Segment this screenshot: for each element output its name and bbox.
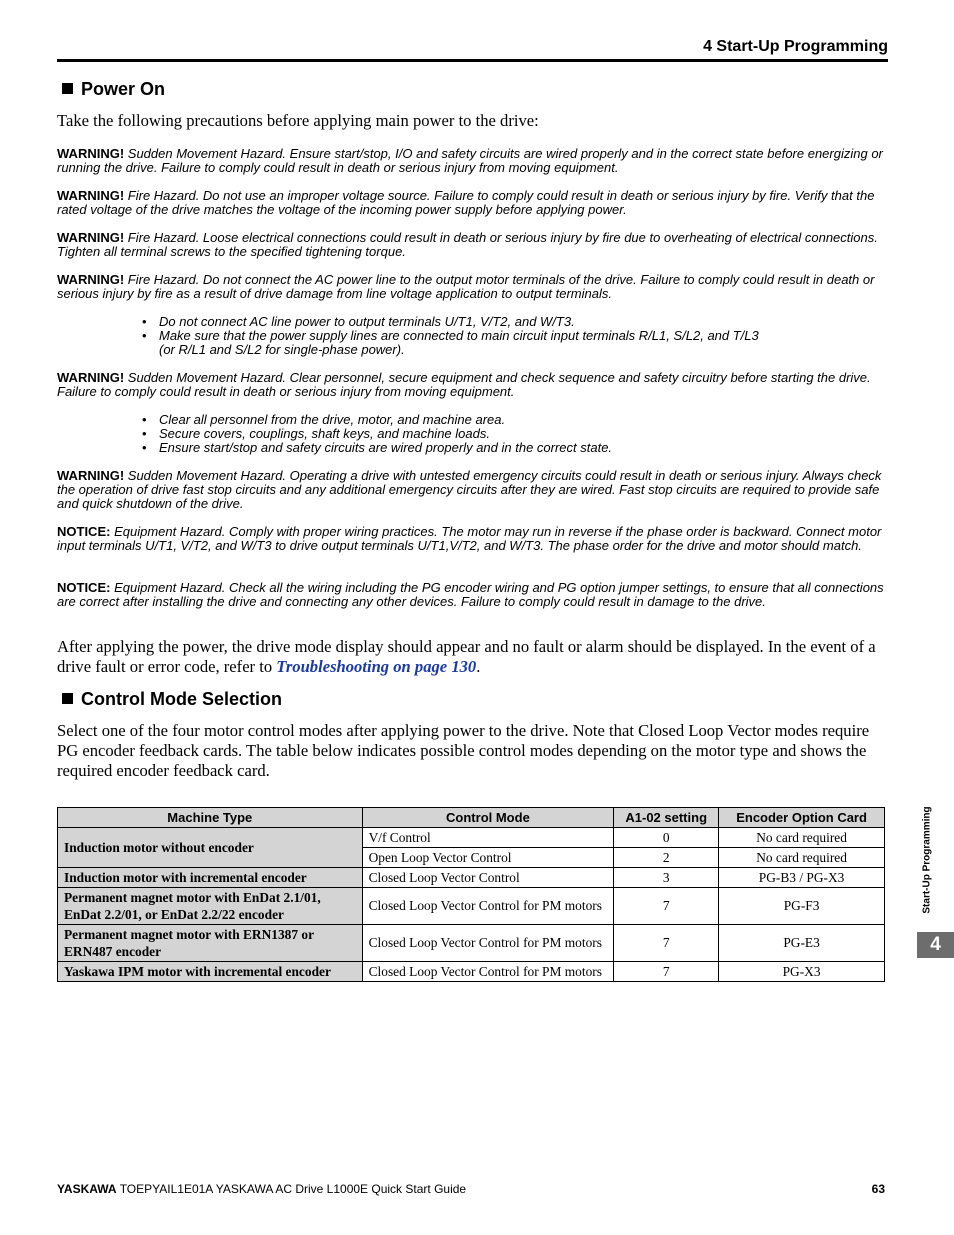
square-bullet-icon bbox=[62, 693, 73, 704]
list-item bbox=[140, 427, 860, 441]
list-item bbox=[140, 413, 860, 427]
machine-type-line: ERN487 encoder bbox=[64, 944, 162, 959]
notice-block bbox=[57, 525, 889, 553]
setting-cell: 0 bbox=[614, 828, 719, 848]
bullet-icon: • bbox=[142, 412, 147, 427]
list-item-text: Secure covers, couplings, shaft keys, and machine loads. bbox=[159, 426, 490, 441]
setting-cell: 7 bbox=[614, 888, 719, 925]
section-heading-power-on bbox=[57, 79, 165, 100]
section-title: Power On bbox=[81, 79, 166, 99]
machine-type-cell bbox=[58, 888, 363, 925]
control-mode-paragraph: Select one of the four motor control modes after applying power to the drive. Note that Closed Loop Vector modes require PG encoder feedback cards. The table below indicates possible control modes depending on the motor type and shows the required encoder feedback card. bbox=[57, 721, 870, 780]
machine-type-line: EnDat 2.2/01, or EnDat 2.2/22 encoder bbox=[64, 907, 284, 922]
footer-brand: YASKAWA bbox=[57, 1182, 117, 1196]
bullet-icon: • bbox=[142, 440, 147, 455]
chapter-tab: 4 bbox=[917, 932, 954, 958]
list-item-text: Ensure start/stop and safety circuits are wired properly and in the correct state. bbox=[159, 440, 613, 455]
table-header-row bbox=[58, 808, 885, 828]
footer-doc-title: TOEPYAIL1E01A YASKAWA AC Drive L1000E Quick Start Guide bbox=[116, 1182, 467, 1196]
bullet-icon: • bbox=[142, 328, 147, 343]
table-row bbox=[58, 962, 885, 982]
column-header-control-mode: Control Mode bbox=[362, 808, 614, 828]
warning-block bbox=[57, 189, 889, 217]
warning-block bbox=[57, 371, 889, 399]
bullet-icon: • bbox=[142, 426, 147, 441]
warning-block bbox=[57, 469, 889, 511]
control-mode-cell: V/f Control bbox=[362, 828, 614, 848]
warning-text: Sudden Movement Hazard. Ensure start/stop, I/O and safety circuits are wired properly and in the correct state before energizing or running the drive. Failure to comply could result in death or serious injury from moving equipment. bbox=[57, 146, 883, 175]
column-header-a1-02-setting: A1-02 setting bbox=[614, 808, 719, 828]
warning-text: Fire Hazard. Loose electrical connections could result in death or serious injury by fire due to overheating of electrical connections. Tighten all terminal screws to the specified tightening torque. bbox=[57, 230, 878, 259]
warning-lead: WARNING! bbox=[57, 468, 125, 483]
list-item bbox=[140, 315, 860, 329]
notice-text: Equipment Hazard. Check all the wiring including the PG encoder wiring and PG option jumper settings, to ensure that all connections are correct after installing the drive and connecting any other devices. Failure to comply could result in damage to the drive. bbox=[57, 580, 884, 609]
control-mode-table bbox=[57, 807, 885, 982]
setting-cell: 7 bbox=[614, 925, 719, 962]
setting-cell: 7 bbox=[614, 962, 719, 982]
precaution-list bbox=[140, 413, 860, 455]
machine-type-cell bbox=[58, 925, 363, 962]
notice-lead: NOTICE: bbox=[57, 580, 111, 595]
notice-text: Equipment Hazard. Comply with proper wiring practices. The motor may run in reverse if the phase order is backward. Connect motor input terminals U/T1, V/T2, and W/T3 to drive output terminals U/T1,V/T2, and W/T3. The phase order for the drive and motor should match. bbox=[57, 524, 882, 553]
control-mode-cell: Closed Loop Vector Control for PM motors bbox=[362, 962, 614, 982]
after-power-text: After applying the power, the drive mode display should appear and no fault or alarm should be displayed. In the event of a drive fault or error code, refer to bbox=[57, 637, 876, 676]
machine-type-cell: Induction motor with incremental encoder bbox=[58, 868, 363, 888]
page-footer bbox=[57, 1182, 885, 1198]
encoder-card-cell: PG-B3 / PG-X3 bbox=[719, 868, 885, 888]
warning-text: Sudden Movement Hazard. Operating a drive with untested emergency circuits could result in death or serious injury. Always check the operation of drive fast stop circuits and any additional emergency circuits after they are wired. Fast stop circuits are required to provide safe and quick shutdown of the drive. bbox=[57, 468, 882, 511]
notice-lead: NOTICE: bbox=[57, 524, 111, 539]
list-item-text: (or R/L1 and S/L2 for single-phase power). bbox=[159, 342, 405, 357]
warning-block bbox=[57, 273, 889, 301]
warning-text: Fire Hazard. Do not use an improper voltage source. Failure to comply could result in death or serious injury by fire. Verify that the rated voltage of the drive matches the voltage of the incoming power supply before applying power. bbox=[57, 188, 875, 217]
machine-type-cell: Induction motor without encoder bbox=[58, 828, 363, 868]
list-item-text: Make sure that the power supply lines are connected to main circuit input terminals R/L1, S/L2, and T/L3 bbox=[159, 328, 759, 343]
warning-text: Fire Hazard. Do not connect the AC power line to the output motor terminals of the drive. Failure to comply could result in death or serious injury by fire as a result of drive damage from line voltage application to output terminals. bbox=[57, 272, 875, 301]
encoder-card-cell: PG-F3 bbox=[719, 888, 885, 925]
setting-cell: 2 bbox=[614, 848, 719, 868]
page-header bbox=[57, 36, 888, 58]
control-mode-cell: Closed Loop Vector Control bbox=[362, 868, 614, 888]
warning-lead: WARNING! bbox=[57, 188, 125, 203]
control-mode-cell: Closed Loop Vector Control for PM motors bbox=[362, 925, 614, 962]
table-row bbox=[58, 828, 885, 848]
column-header-machine-type: Machine Type bbox=[58, 808, 363, 828]
after-power-paragraph bbox=[57, 637, 888, 677]
section-title: Control Mode Selection bbox=[81, 689, 283, 709]
troubleshooting-link[interactable]: Troubleshooting on page 130 bbox=[276, 657, 477, 676]
encoder-card-cell: PG-E3 bbox=[719, 925, 885, 962]
warning-block bbox=[57, 147, 889, 175]
side-tab-label bbox=[920, 798, 934, 922]
list-item-text: Clear all personnel from the drive, motor, and machine area. bbox=[159, 412, 506, 427]
table-row bbox=[58, 925, 885, 962]
header-rule bbox=[57, 59, 888, 62]
warning-lead: WARNING! bbox=[57, 146, 125, 161]
warning-lead: WARNING! bbox=[57, 272, 125, 287]
warning-block bbox=[57, 231, 889, 259]
machine-type-line: Permanent magnet motor with EnDat 2.1/01, bbox=[64, 890, 321, 905]
encoder-card-cell: PG-X3 bbox=[719, 962, 885, 982]
control-mode-cell: Open Loop Vector Control bbox=[362, 848, 614, 868]
power-on-intro: Take the following precautions before applying main power to the drive: bbox=[57, 111, 539, 130]
warning-lead: WARNING! bbox=[57, 370, 125, 385]
square-bullet-icon bbox=[62, 83, 73, 94]
list-item bbox=[140, 329, 860, 343]
notice-block bbox=[57, 581, 889, 609]
encoder-card-cell: No card required bbox=[719, 848, 885, 868]
chapter-heading: 4 Start-Up Programming bbox=[703, 38, 888, 55]
section-heading-control-mode bbox=[57, 689, 282, 710]
machine-type-line: Permanent magnet motor with ERN1387 or bbox=[64, 927, 315, 942]
list-item-continuation bbox=[140, 343, 860, 357]
precaution-list bbox=[140, 315, 860, 357]
column-header-encoder-card: Encoder Option Card bbox=[719, 808, 885, 828]
warning-text: Sudden Movement Hazard. Clear personnel, secure equipment and check sequence and safety circuitry before starting the drive. Failure to comply could result in death or serious injury from moving equipment. bbox=[57, 370, 871, 399]
table-row bbox=[58, 888, 885, 925]
warning-lead: WARNING! bbox=[57, 230, 125, 245]
after-power-end: . bbox=[476, 657, 481, 676]
encoder-card-cell: No card required bbox=[719, 828, 885, 848]
list-item bbox=[140, 441, 860, 455]
list-item-text: Do not connect AC line power to output terminals U/T1, V/T2, and W/T3. bbox=[159, 314, 575, 329]
side-tab-text: Start-Up Programming bbox=[921, 806, 933, 914]
bullet-icon: • bbox=[142, 314, 147, 329]
control-mode-cell: Closed Loop Vector Control for PM motors bbox=[362, 888, 614, 925]
machine-type-cell: Yaskawa IPM motor with incremental encoder bbox=[58, 962, 363, 982]
setting-cell: 3 bbox=[614, 868, 719, 888]
table-row bbox=[58, 868, 885, 888]
page-number: 63 bbox=[871, 1182, 885, 1196]
